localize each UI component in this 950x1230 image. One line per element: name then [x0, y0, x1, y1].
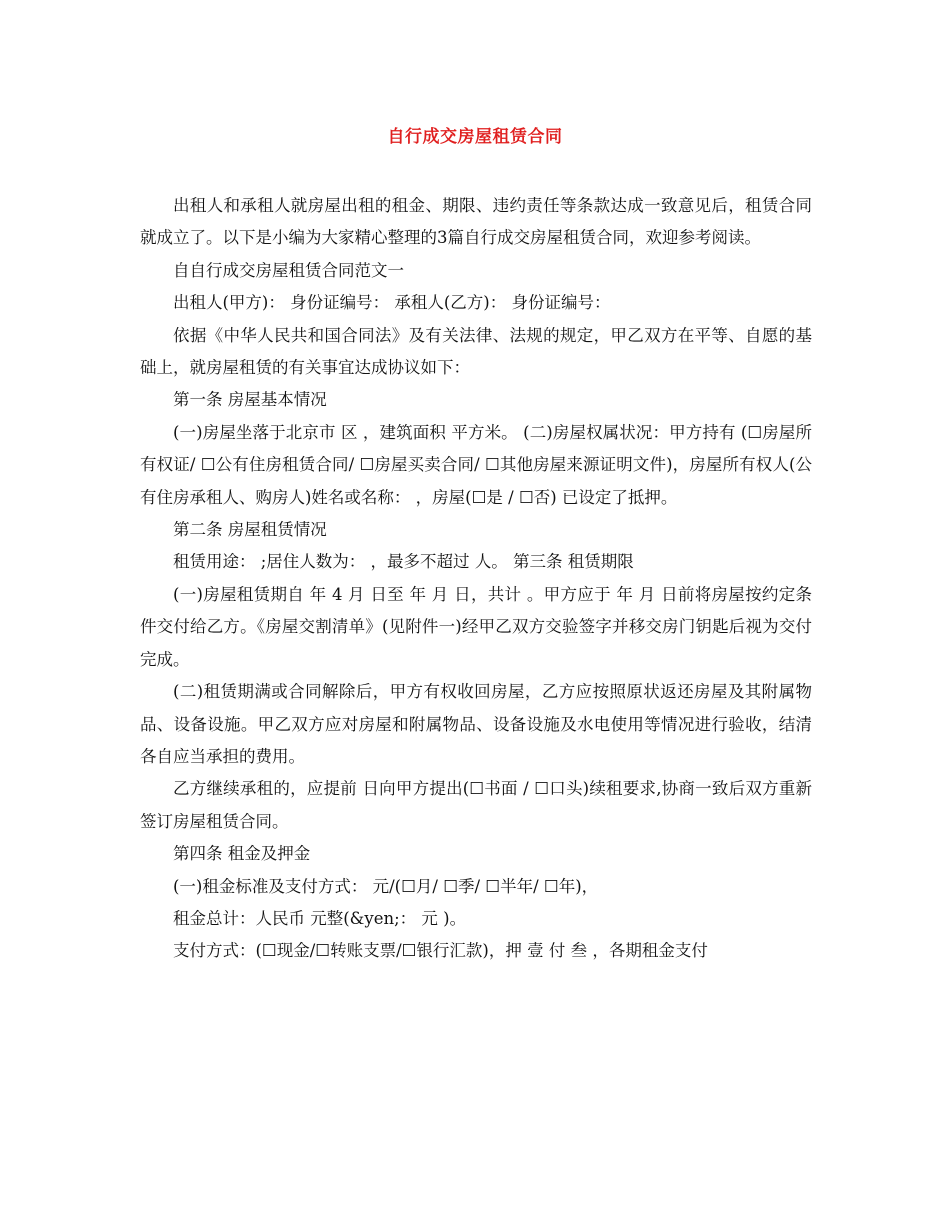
article-3-renewal: 乙方继续承租的，应提前 日向甲方提出(☐书面 / ☐口头)续租要求,协商一致后双方重新签订房屋租赁合同。 — [140, 779, 812, 831]
article-1-body: (一)房屋坐落于北京市 区 ，建筑面积 平方米。 (二)房屋权属状况：甲方持有 (☐房屋所有权证/ ☐公有住房租赁合同/ ☐房屋买卖合同/ ☐其他房屋来源证明文件)，房屋所有权人(公有住房承租人、购房人)姓名或名称： ，房屋(☐是 / ☐否) 已设定了抵押。 — [140, 422, 812, 507]
article-4-payment-method: 支付方式：(☐现金/☐转账支票/☐银行汇款)，押 壹 付 叁 ，各期租金支付 — [173, 941, 708, 961]
paragraph-parties: 出租人(甲方)： 身份证编号： 承租人(乙方)： 身份证编号： — [173, 293, 611, 313]
paragraph-legal-basis: 依据《中华人民共和国合同法》及有关法律、法规的规定，甲乙双方在平等、自愿的基础上，就房屋租赁的有关事宜达成协议如下： — [140, 325, 812, 378]
article-4-heading: 第四条 租金及押金 — [173, 844, 311, 864]
article-1-heading: 第一条 房屋基本情况 — [173, 390, 327, 410]
article-4-rent-total: 租金总计：人民币 元整(&yen;： 元 )。 — [173, 908, 467, 928]
article-4-rent-standard: (一)租金标准及支付方式： 元/(☐月/ ☐季/ ☐半年/ ☐年)， — [173, 876, 599, 896]
paragraph-sample-heading: 自自行成交房屋租赁合同范文一 — [173, 260, 404, 280]
article-3-clause-2: (二)租赁期满或合同解除后，甲方有权收回房屋，乙方应按照原状返还房屋及其附属物品、设备设施。甲乙双方应对房屋和附属物品、设备设施及水电使用等情况进行验收，结清各自应当承担的费用。 — [140, 682, 812, 766]
document-title: 自行成交房屋租赁合同 — [387, 127, 563, 147]
article-2-heading: 第二条 房屋租赁情况 — [173, 520, 327, 540]
paragraph-intro: 出租人和承租人就房屋出租的租金、期限、违约责任等条款达成一致意见后，租赁合同就成立了。以下是小编为大家精心整理的3篇自行成交房屋租赁合同，欢迎参考阅读。 — [140, 196, 812, 248]
document-body — [140, 190, 812, 968]
article-3-clause-1: (一)房屋租赁期自 年 4 月 日至 年 月 日，共计 。甲方应于 年 月 日前将房屋按约定条件交付给乙方。《房屋交割清单》(见附件一)经甲乙双方交验签字并移交房门钥匙后视为交付完成。 — [140, 584, 812, 669]
article-2-body: 租赁用途： ;居住人数为： ，最多不超过 人。 第三条 租赁期限 — [173, 552, 634, 572]
